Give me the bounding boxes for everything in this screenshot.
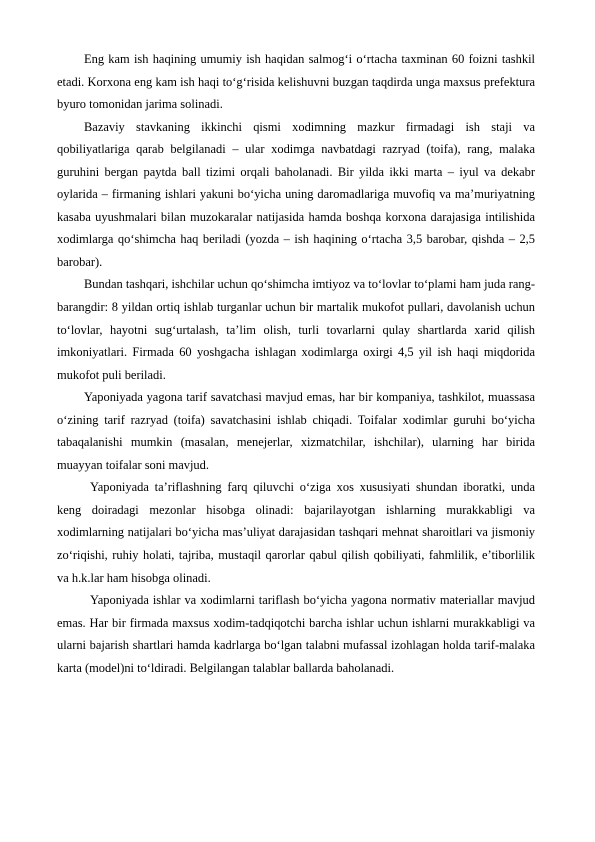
paragraph-text: Yaponiyada ta’riflashning farq qiluvchi o‘ziga xos xususiyati shundan iboratki, unda keng doiradagi mezonlar hisobga olinadi: bajarilayotgan ishlarning murakkabligi va xodimlarning natijalari bo‘yicha mas’uliyat darajasidan tashqari mehnat sharoitlari va jismoniy zo‘riqishi, ruhiy holati, tajriba, mustaqil qarorlar qabul qilish qobiliyati, fahmlilik, e’tiborlilik va h.k.lar ham hisobga olinadi.: [57, 480, 535, 585]
paragraph-text: Eng kam ish haqining umumiy ish haqidan salmog‘i o‘rtacha taxminan 60 foizni tashkil etadi. Korxona eng kam ish haqi to‘g‘risida kelishuvni buzgan taqdirda unga maxsus prefektura byuro tomonidan jarima solinadi.: [57, 52, 535, 112]
paragraph-minimum-wage: [57, 48, 535, 116]
paragraph-criteria: [57, 476, 535, 589]
body-text: [57, 48, 535, 679]
paragraph-text: Bazaviy stavkaning ikkinchi qismi xodimning mazkur firmadagi ish staji va qobiliyatlariga qarab belgilanadi – ular xodimga navbatdagi razryad (toifa), rang, malaka guruhini bergan paytda ball tizimi orqali baholanadi. Bir yilda ikki marta – iyul va dekabr oylarida – firmaning ishlari yakuni bo‘yicha uning daromadlariga muvofiq va ma’muriyatning kasaba uyushmalari bilan muzokaralar natijasida hamda boshqa korxona darajasiga intilishida xodimlarga qo‘shimcha haq beriladi (yozda – ish haqining o‘rtacha 3,5 barobar, qishda – 2,5 barobar).: [57, 119, 535, 269]
paragraph-benefits: [57, 273, 535, 386]
paragraph-tariff-scale: [57, 386, 535, 476]
paragraph-normative-materials: [57, 589, 535, 679]
paragraph-text: Bundan tashqari, ishchilar uchun qo‘shimcha imtiyoz va to‘lovlar to‘plami ham juda rang-barangdir: 8 yildan ortiq ishlab turganlar uchun bir martalik mukofot pullari, davolanish uchun to‘lovlar, hayotni sug‘urtalash, ta’lim olish, turli tovarlarni qulay shartlarda xarid qilish imkoniyatlari. Firmada 60 yoshgacha ishlagan xodimlarga oxirgi 4,5 yil ish haqi miqdorida mukofot puli beriladi.: [57, 277, 535, 382]
paragraph-base-rate: [57, 116, 535, 274]
paragraph-text: Yaponiyada yagona tarif savatchasi mavjud emas, har bir kompaniya, tashkilot, muassasa o‘zining tarif razryad (toifa) savatchasini ishlab chiqadi. Toifalar xodimlar guruhi bo‘yicha tabaqalanishi mumkin (masalan, menejerlar, xizmatchilar, ishchilar), ularning har birida muayyan toifalar soni mavjud.: [57, 390, 535, 472]
paragraph-text: Yaponiyada ishlar va xodimlarni tariflash bo‘yicha yagona normativ materiallar mavjud emas. Har bir firmada maxsus xodim-tadqiqotchi barcha ishlar uchun ishlarni murakkabligi va ularni bajarish shartlari hamda kadrlarga bo‘lgan talabni mufassal izohlagan holda tarif-malaka karta (model)ni to‘ldiradi. Belgilangan talablar ballarda baholanadi.: [57, 593, 535, 675]
